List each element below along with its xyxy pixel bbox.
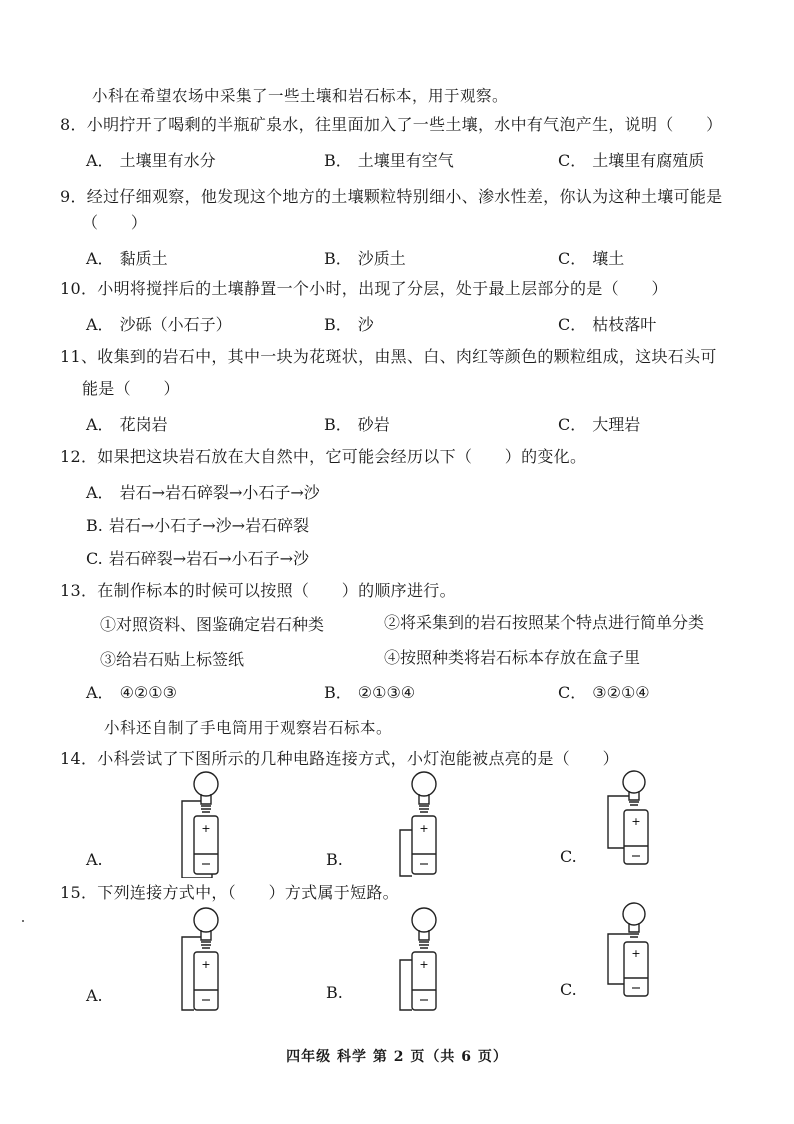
question-text: 在制作标本的时候可以按照（ ）的顺序进行。: [97, 581, 456, 600]
question-number: 12．: [60, 447, 98, 466]
question-text: 如果把这块岩石放在大自然中，它可能会经历以下（ ）的变化。: [97, 447, 587, 466]
option-c[interactable]: C.: [560, 847, 577, 866]
intro-text-2: 小科还自制了手电筒用于观察岩石标本。: [104, 719, 393, 737]
option-a[interactable]: A． 岩石→岩石碎裂→小石子→沙: [86, 483, 320, 502]
option-b[interactable]: B.: [326, 983, 343, 1002]
option-c[interactable]: C． 枯枝落叶: [558, 315, 657, 334]
question-text: 经过仔细观察，他发现这个地方的土壤颗粒特别细小、渗水性差，你认为这种土壤可能是: [86, 187, 723, 206]
question-number: 10．: [60, 279, 98, 298]
question-number: 14．: [60, 749, 98, 768]
option-c[interactable]: C. 岩石碎裂→岩石→小石子→沙: [86, 549, 309, 568]
circuit-diagram-b: [394, 906, 456, 1014]
option-a[interactable]: A． 黏质土: [86, 249, 168, 268]
option-b[interactable]: B. 岩石→小石子→沙→岩石碎裂: [86, 516, 310, 535]
question-9-line2: （ ）: [82, 213, 148, 232]
svg-text:+: +: [201, 958, 211, 971]
option-b[interactable]: B． 沙: [324, 315, 374, 334]
battery-plus: +: [201, 822, 211, 835]
option-c[interactable]: C． 大理岩: [558, 415, 641, 434]
step-1: ①对照资料、图鉴确定岩石种类: [100, 615, 325, 634]
question-number: 8．: [60, 115, 87, 134]
option-c[interactable]: C.: [560, 980, 577, 999]
svg-text:+: +: [419, 958, 429, 971]
step-3: ③给岩石贴上标签纸: [100, 650, 245, 669]
question-11: [60, 340, 740, 374]
question-12: [60, 440, 740, 474]
question-number: 9．: [60, 187, 87, 206]
intro-text-1: 小科在希望农场中采集了一些土壤和岩石标本，用于观察。: [92, 87, 509, 105]
option-b[interactable]: B.: [326, 850, 343, 869]
question-text: 小明将搅拌后的土壤静置一个小时，出现了分层，处于最上层部分的是（ ）: [97, 279, 668, 298]
option-a[interactable]: A.: [86, 850, 103, 869]
option-a[interactable]: A． ④②①③: [86, 683, 177, 702]
scan-speck: [22, 920, 24, 922]
svg-text:+: +: [631, 947, 641, 960]
step-4: ④按照种类将岩石标本存放在盒子里: [384, 648, 641, 667]
circuit-diagram-b: [394, 770, 456, 878]
question-text: 下列连接方式中，（ ）方式属于短路。: [97, 883, 399, 902]
question-text: 收集到的岩石中，其中一块为花斑状，由黑、白、肉红等颜色的颗粒组成，这块石头可: [97, 347, 717, 366]
option-a[interactable]: A.: [86, 986, 103, 1005]
circuit-diagram-a: [172, 770, 234, 878]
question-13: [60, 574, 740, 608]
option-b[interactable]: B． 砂岩: [324, 415, 390, 434]
option-b[interactable]: B． ②①③④: [324, 683, 416, 702]
circuit-diagram-c: [600, 768, 662, 868]
option-b[interactable]: B． 沙质土: [324, 249, 406, 268]
question-number: 11、: [60, 347, 98, 366]
svg-text:+: +: [419, 822, 429, 835]
question-text: 小科尝试了下图所示的几种电路连接方式，小灯泡能被点亮的是（ ）: [97, 749, 619, 768]
option-c[interactable]: C． 壤土: [558, 249, 625, 268]
question-8: [60, 108, 740, 142]
question-number: 13．: [60, 581, 98, 600]
option-c[interactable]: C． 土壤里有腐殖质: [558, 151, 705, 170]
option-c[interactable]: C． ③②①④: [558, 683, 650, 702]
option-b[interactable]: B． 土壤里有空气: [324, 151, 454, 170]
option-a[interactable]: A． 沙砾（小石子）: [86, 315, 232, 334]
question-10: [60, 272, 740, 306]
page-footer: 四年级 科学 第 2 页（共 6 页）: [286, 1049, 508, 1065]
step-2: ②将采集到的岩石按照某个特点进行简单分类: [384, 613, 705, 632]
circuit-diagram-a: [172, 906, 234, 1014]
option-a[interactable]: A． 土壤里有水分: [86, 151, 216, 170]
circuit-diagram-c: [600, 900, 662, 1000]
svg-text:+: +: [631, 815, 641, 828]
question-text: 小明拧开了喝剩的半瓶矿泉水，往里面加入了一些土壤，水中有气泡产生，说明（ ）: [86, 115, 723, 134]
question-11-line2: 能是（ ）: [82, 379, 180, 398]
question-number: 15．: [60, 883, 98, 902]
option-a[interactable]: A． 花岗岩: [86, 415, 168, 434]
